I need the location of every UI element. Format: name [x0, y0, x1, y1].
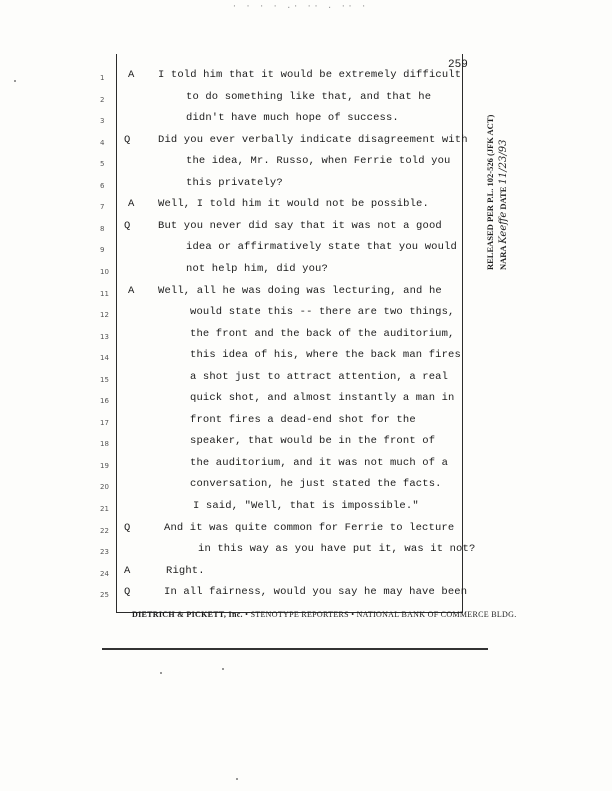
transcript-line: didn't have much hope of success.: [186, 112, 399, 125]
line-number: 16: [100, 397, 109, 406]
line-number: 3: [100, 117, 105, 126]
transcript-line: I told him that it would be extremely difficult: [158, 69, 462, 81]
line-number: 21: [100, 505, 109, 513]
line-number: 18: [100, 440, 109, 449]
line-number: 11: [100, 289, 109, 298]
transcript-line: the front and the back of the auditorium,: [190, 327, 455, 340]
reporter-service: STENOTYPE REPORTERS: [250, 610, 349, 619]
line-number: 23: [100, 548, 109, 557]
footer-separator: •: [242, 610, 251, 619]
page-bottom-rule: [102, 648, 488, 650]
transcript-line: front fires a dead-end shot for the: [190, 413, 416, 426]
line-number: 10: [100, 267, 109, 276]
footer-separator: •: [348, 610, 357, 619]
transcript-line: idea or affirmatively state that you would: [186, 241, 457, 254]
speaker-label: Q: [124, 586, 131, 599]
scan-speck: [222, 668, 224, 670]
speaker-label: A: [128, 284, 135, 297]
line-number: 20: [100, 483, 109, 492]
line-number: 1: [100, 74, 105, 82]
line-number: 22: [100, 526, 109, 535]
transcript-line: not help him, did you?: [186, 262, 328, 275]
reporter-footer: [132, 610, 517, 619]
page-number: 259: [448, 59, 468, 71]
line-number: 6: [100, 181, 105, 190]
transcript-line: would state this -- there are two things,: [190, 306, 455, 319]
transcript-line: conversation, he just stated the facts.: [190, 478, 442, 491]
transcript-line: a shot just to attract attention, a real: [190, 370, 449, 383]
nara-signature: Keeffe: [498, 211, 509, 244]
transcript-line: the idea, Mr. Russo, when Ferrie told you: [186, 155, 451, 168]
top-smudge-marks: · · · · .· ·· . ·· ·: [232, 2, 369, 11]
release-stamp-nara-row: [497, 115, 510, 270]
line-number: 25: [100, 591, 109, 600]
transcript-line: In all fairness, would you say he may have been: [164, 586, 468, 599]
transcript-line: quick shot, and almost instantly a man in: [190, 392, 455, 405]
speaker-label: A: [124, 564, 131, 577]
transcript-line: to do something like that, and that he: [186, 90, 432, 103]
date-label: DATE: [498, 186, 508, 210]
line-number: 8: [100, 224, 105, 233]
date-value: 11/23/93: [498, 139, 509, 185]
transcript-line: speaker, that would be in the front of: [190, 435, 436, 448]
line-number: 2: [100, 95, 105, 104]
transcript-line: in this way as you have put it, was it not?: [198, 543, 476, 556]
line-number: 12: [100, 311, 109, 320]
line-number: 7: [100, 203, 105, 212]
transcript-line: this idea of his, where the back man fires: [190, 349, 461, 362]
scan-speck: [236, 778, 238, 780]
scan-speck: [160, 672, 162, 674]
speaker-label: Q: [124, 219, 131, 232]
firm-name: DIETRICH & PICKETT, Inc.: [132, 610, 243, 619]
speaker-label: Q: [124, 133, 131, 146]
speaker-label: Q: [124, 521, 131, 534]
transcript-line: Did you ever verbally indicate disagreement with: [158, 133, 468, 146]
nara-label: NARA: [498, 245, 508, 270]
release-stamp-line: RELEASED PER P.L. 102-526 (JFK ACT): [485, 114, 495, 270]
line-number: 13: [100, 332, 109, 341]
transcript-line: I said, "Well, that is impossible.": [193, 500, 419, 512]
line-number: 9: [100, 246, 105, 255]
speaker-label: A: [128, 69, 135, 81]
line-number: 17: [100, 418, 109, 427]
line-number: 15: [100, 375, 109, 384]
transcript-line: And it was quite common for Ferrie to lecture: [164, 521, 455, 534]
transcript-line: Well, I told him it would not be possible.: [158, 198, 429, 211]
speaker-label: A: [128, 198, 135, 211]
line-number: 5: [100, 160, 105, 169]
transcript-line: Well, all he was doing was lecturing, and he: [158, 284, 442, 297]
transcript-line: the auditorium, and it was not much of a: [190, 456, 449, 469]
firm-address: NATIONAL BANK OF COMMERCE BLDG.: [356, 610, 517, 619]
scan-speck: [14, 80, 16, 82]
line-number: 4: [100, 138, 105, 147]
line-number: 14: [100, 354, 109, 363]
line-number: 24: [100, 569, 109, 578]
line-number: 19: [100, 461, 109, 470]
transcript-line: Right.: [166, 564, 205, 577]
transcript-line: But you never did say that it was not a good: [158, 219, 442, 232]
transcript-line: this privately?: [186, 176, 283, 189]
release-stamp: [484, 115, 510, 270]
